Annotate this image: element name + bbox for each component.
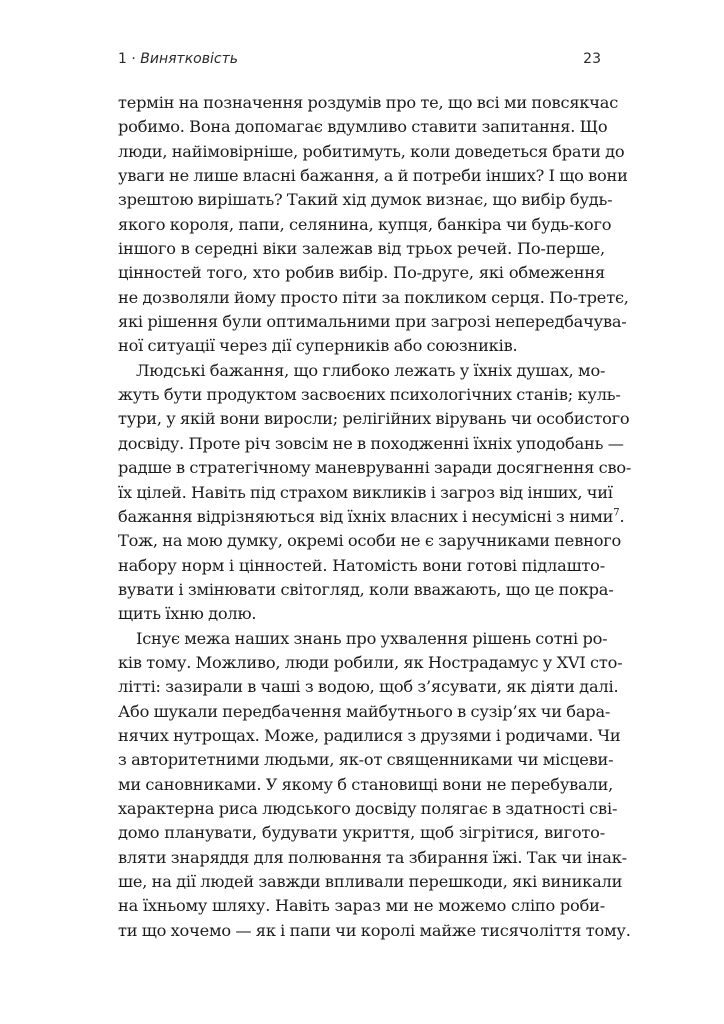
paragraph-2 — [118, 359, 632, 627]
text-line: не дозволяли йому просто піти за покликом серця. По-третє, — [118, 287, 629, 307]
chapter-number: 1 — [118, 51, 127, 67]
text-line: домо планувати, будувати укриття, щоб зігрітися, вигото- — [118, 823, 605, 843]
text-line: люди, найімовірніше, робитимуть, коли доведеться брати до — [118, 141, 625, 161]
paragraph-1 — [118, 91, 629, 359]
text-line: якого короля, папи, селянина, купця, банкіра чи будь-кого — [118, 214, 612, 234]
text-line: Тож, на мою думку, окремі особи не є заручниками певного — [118, 531, 622, 551]
text-line: тури, у якій вони виросли; релігійних вірувань чи особистого — [118, 409, 630, 429]
text-line: які рішення були оптимальними при загрозі непередбачува- — [118, 312, 627, 332]
text-line: цінностей того, хто робив вибір. По-друге, які обмеження — [118, 263, 605, 283]
text-line: Або шукали передбачення майбутнього в сузір’ях чи бара- — [118, 701, 611, 721]
text-line: ми сановниками. У якому б становищі вони не перебували, — [118, 774, 614, 794]
text-line: характерна риса людського досвіду полягає в здатності сві- — [118, 798, 618, 818]
text-line: набору норм і цінностей. Натомість вони готові підлашто- — [118, 555, 605, 575]
running-head-left — [118, 51, 238, 67]
text-line: ної ситуації через дії суперників або союзників. — [118, 336, 518, 356]
text-line-content: бажання відрізняються від їхніх власних і несумісні з ними — [118, 506, 614, 526]
text-line: Існує межа наших знань про ухвалення рішень сотні ро- — [136, 628, 608, 648]
text-line: іншого в середні віки залежав від трьох речей. По-перше, — [118, 239, 605, 259]
footnote-reference[interactable]: 7 — [613, 507, 620, 519]
text-line: Людські бажання, що глибоко лежать у їхніх душах, мо- — [136, 360, 606, 380]
page-number: 23 — [583, 51, 601, 67]
text-line: досвіду. Проте річ зовсім не в походженні їхніх уподобань — — [118, 433, 624, 453]
text-line: робимо. Вона допомагає вдумливо ставити запитання. Що — [118, 117, 608, 137]
text-line: їх цілей. Навіть під страхом викликів і загроз від інших, чиї — [118, 482, 613, 502]
text-line: радше в стратегічному маневруванні заради досягнення сво- — [118, 458, 632, 478]
text-line-with-footnote: бажання відрізняються від їхніх власних і несумісні з ними$^7$. — [118, 506, 625, 526]
text-line: щить їхню долю. — [118, 604, 257, 624]
chapter-title: Винятковість — [140, 51, 238, 67]
text-line: літті: зазирали в чаші з водою, щоб з’ясувати, як діяти далі. — [118, 677, 619, 697]
text-line: з авторитетними людьми, як-от священниками чи місцеви- — [118, 750, 614, 770]
text-line: ти що хочемо — як і папи чи королі майже тисячоліття тому. — [118, 920, 631, 940]
text-line: вувати і змінювати світогляд, коли вважають, що це покра- — [118, 579, 614, 599]
text-line: зрештою вирішать? Такий хід думок визнає, що вибір будь- — [118, 190, 613, 210]
body-text — [118, 91, 632, 943]
text-line: ше, на дії людей завжди впливали перешкоди, які виникали — [118, 872, 623, 891]
text-line: вляти знаряддя для полювання та збирання їжі. Так чи інак- — [118, 847, 627, 867]
running-head-separator: · — [131, 51, 136, 67]
text-line: жуть бути продуктом засвоєних психологічних станів; куль- — [118, 385, 621, 405]
text-line: термін на позначення роздумів про те, що всі ми повсякчас — [118, 93, 619, 112]
text-line: нячих нутрощах. Може, радилися з друзями і родичами. Чи — [118, 725, 621, 745]
paragraph-3 — [118, 627, 631, 943]
running-head — [118, 51, 601, 73]
text-line: уваги не лише власні бажання, а й потреби інших? І що вони — [118, 166, 628, 186]
text-line: на їхньому шляху. Навіть зараз ми не можемо сліпо роби- — [118, 896, 605, 916]
text-line: ків тому. Можливо, люди робили, як Нострадамус у XVI сто- — [118, 652, 623, 672]
